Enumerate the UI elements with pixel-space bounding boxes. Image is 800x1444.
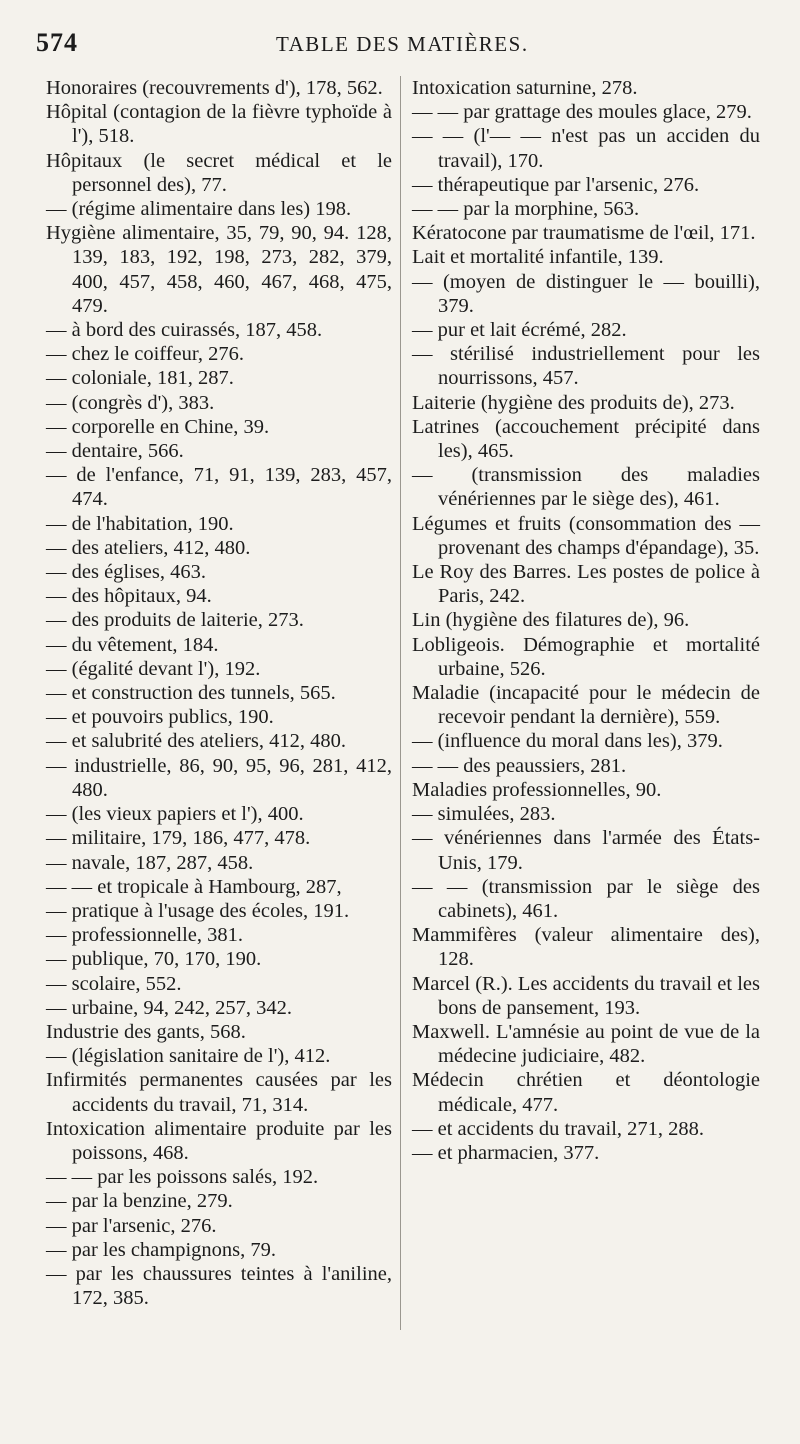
- index-entry: — par les chaussures teintes à l'aniline, 172, 385.: [46, 1262, 392, 1310]
- index-entry: — (influence du moral dans les), 379.: [412, 730, 723, 753]
- index-entry: — — et tropicale à Hambourg, 287,: [46, 875, 342, 898]
- index-entry: Médecin chrétien et déontologie médicale, 477.: [412, 1069, 760, 1116]
- index-entry: — et pharmacien, 377.: [412, 1141, 600, 1164]
- index-entry: — dentaire, 566.: [46, 440, 184, 463]
- index-entry: — (congrès d'), 383.: [46, 391, 215, 414]
- index-entry: Lobligeois. Démographie et mortalité urbaine, 526.: [412, 633, 760, 680]
- index-entry: — urbaine, 94, 242, 257, 342.: [46, 996, 292, 1019]
- index-entry: — (transmission des maladies vénériennes par le siège des), 461.: [412, 464, 760, 511]
- index-entry: — chez le coiffeur, 276.: [46, 343, 245, 366]
- index-entry: — stérilisé industriellement pour les nourrissons, 457.: [412, 343, 760, 390]
- index-entry: — (régime alimentaire dans les) 198.: [46, 198, 352, 221]
- index-entry: — vénériennes dans l'armée des États-Unis, 179.: [412, 827, 760, 874]
- index-entry: — et accidents du travail, 271, 288.: [412, 1117, 705, 1140]
- index-entry: Le Roy des Barres. Les postes de police à Paris, 242.: [412, 561, 760, 608]
- index-column-left: [46, 76, 392, 1310]
- index-entry: — (égalité devant l'), 192.: [46, 657, 261, 680]
- index-entry: Lin (hygiène des filatures de), 96.: [412, 609, 690, 632]
- index-entry: Hôpital (contagion de la fièvre typhoïde à l'), 518.: [46, 101, 392, 148]
- index-entry: Intoxication alimentaire produite par les poissons, 468.: [46, 1117, 392, 1164]
- index-entry: — — par la morphine, 563.: [412, 198, 640, 221]
- index-entry: — des produits de laiterie, 273.: [46, 609, 304, 632]
- index-entry: Maladies professionnelles, 90.: [412, 778, 662, 801]
- index-entry: — industrielle, 86, 90, 95, 96, 281, 412, 480.: [46, 754, 392, 801]
- index-entry: Latrines (accouchement précipité dans les), 465.: [412, 415, 760, 463]
- index-entry: Kératocone par traumatisme de l'œil, 171.: [412, 222, 756, 245]
- index-entry: — corporelle en Chine, 39.: [46, 415, 270, 438]
- index-entry: — et salubrité des ateliers, 412, 480.: [46, 730, 347, 753]
- index-entry: — par la benzine, 279.: [46, 1190, 233, 1213]
- index-column-right: [412, 76, 760, 1165]
- index-entry: Mammifères (valeur alimentaire des), 128.: [412, 924, 760, 971]
- index-entry: — à bord des cuirassés, 187, 458.: [46, 319, 323, 342]
- index-entry: — coloniale, 181, 287.: [46, 367, 234, 390]
- index-entry: Intoxication saturnine, 278.: [412, 77, 638, 99]
- index-entry: Maxwell. L'amnésie au point de vue de la médecine judiciaire, 482.: [412, 1020, 760, 1068]
- index-entry: — thérapeutique par l'arsenic, 276.: [412, 173, 700, 196]
- index-entry: Infirmités permanentes causées par les accidents du travail, 71, 314.: [46, 1069, 392, 1116]
- index-entry: Hôpitaux (le secret médical et le personnel des), 77.: [46, 149, 392, 196]
- index-entry: — scolaire, 552.: [46, 972, 182, 995]
- index-entry: — — par grattage des moules glace, 279.: [412, 101, 752, 124]
- index-entry: — du vêtement, 184.: [46, 633, 219, 656]
- index-entry: Honoraires (recouvrements d'), 178, 562.: [46, 77, 383, 99]
- index-entry: — des hôpitaux, 94.: [46, 585, 212, 608]
- index-entry: Laiterie (hygiène des produits de), 273.: [412, 391, 735, 414]
- index-entry: Maladie (incapacité pour le médecin de recevoir pendant la dernière), 559.: [412, 682, 760, 729]
- index-entry: — militaire, 179, 186, 477, 478.: [46, 827, 311, 850]
- page-header: [36, 28, 760, 68]
- index-entry: — — (transmission par le siège des cabinets), 461.: [412, 875, 760, 922]
- index-entry: — navale, 187, 287, 458.: [46, 851, 254, 874]
- index-entry: — des églises, 463.: [46, 561, 206, 584]
- index-entry: — (moyen de distinguer le — bouilli), 379.: [412, 270, 760, 317]
- index-entry: Industrie des gants, 568.: [46, 1020, 246, 1043]
- index-entry: Lait et mortalité infantile, 139.: [412, 246, 664, 269]
- index-entry: — par l'arsenic, 276.: [46, 1214, 217, 1237]
- index-entry: Légumes et fruits (consommation des — provenant des champs d'épandage), 35.: [412, 512, 760, 559]
- index-entry: Hygiène alimentaire, 35, 79, 90, 94. 128, 139, 183, 192, 198, 273, 282, 379, 400, 457, 458, 460, 467, 468, 475, 479.: [46, 222, 392, 317]
- index-entry: — de l'enfance, 71, 91, 139, 283, 457, 474.: [46, 464, 392, 511]
- index-entry: — — des peaussiers, 281.: [412, 754, 627, 777]
- index-entry: — simulées, 283.: [412, 803, 556, 826]
- index-entry: — pur et lait écrémé, 282.: [412, 319, 627, 342]
- index-entry: — professionnelle, 381.: [46, 924, 243, 947]
- page-number: 574: [36, 28, 78, 57]
- index-entry: — (législation sanitaire de l'), 412.: [46, 1045, 331, 1068]
- running-title: TABLE DES MATIÈRES.: [276, 32, 529, 56]
- index-entry: — et construction des tunnels, 565.: [46, 682, 336, 705]
- index-entry: — et pouvoirs publics, 190.: [46, 706, 274, 729]
- column-divider: [400, 76, 401, 1330]
- index-entry: — publique, 70, 170, 190.: [46, 948, 262, 971]
- index-entry: — des ateliers, 412, 480.: [46, 536, 251, 559]
- index-entry: — de l'habitation, 190.: [46, 512, 234, 535]
- index-entry: — (les vieux papiers et l'), 400.: [46, 803, 304, 826]
- index-entry: — pratique à l'usage des écoles, 191.: [46, 899, 350, 922]
- index-entry: Marcel (R.). Les accidents du travail et les bons de pansement, 193.: [412, 972, 760, 1019]
- index-entry: — — par les poissons salés, 192.: [46, 1166, 319, 1189]
- index-entry: — — (l'— — n'est pas un acciden du travail), 170.: [412, 125, 760, 172]
- index-entry: — par les champignons, 79.: [46, 1238, 277, 1261]
